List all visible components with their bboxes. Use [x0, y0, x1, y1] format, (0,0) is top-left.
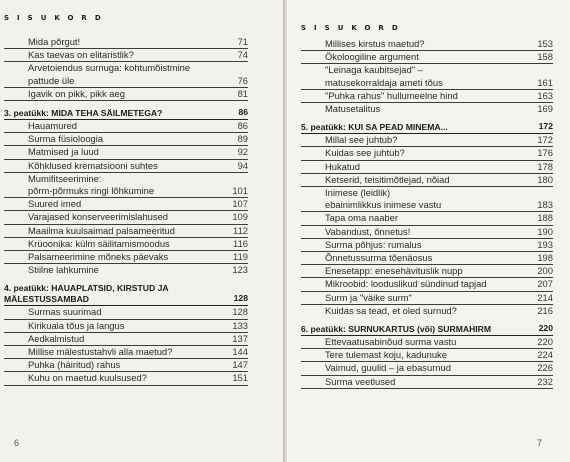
- entry-title: ebainimlikkus inimese vastu: [325, 199, 442, 211]
- entry-title: Suured imed: [28, 198, 82, 210]
- entry-title: Igavik on pikk, pikk aeg: [28, 87, 125, 99]
- entry-title: Surma füsioloogia: [28, 133, 104, 145]
- toc-entry: [4, 198, 248, 211]
- right-page-header: SISUKORD: [301, 24, 406, 32]
- page-ref: 86: [238, 107, 248, 118]
- page-ref: 144: [232, 346, 248, 358]
- page-ref: 107: [232, 198, 248, 210]
- toc-entry: [4, 173, 248, 198]
- toc-entry: [301, 305, 553, 317]
- entry-title: Enesetapp: enesehävituslik nupp: [325, 265, 463, 277]
- entry-title: Mida põrgut!: [28, 36, 81, 47]
- toc-entry: [301, 376, 553, 389]
- page-ref: 109: [232, 211, 248, 223]
- entry-title: Palsameerimine mõneks päevaks: [28, 251, 169, 263]
- page-ref: 133: [232, 319, 248, 331]
- toc-entry: [4, 160, 248, 173]
- page-ref: 207: [537, 278, 553, 290]
- entry-title: Tapa oma naaber: [325, 212, 398, 224]
- entry-title: Matmised ja luud: [28, 146, 99, 158]
- page-ref: 172: [538, 121, 553, 132]
- page-ref: 92: [237, 146, 248, 158]
- page-ref: 169: [537, 103, 553, 115]
- entry-title: Surm ja "väike surm": [325, 291, 412, 303]
- entry-title: Kuidas sa tead, et oled surnud?: [325, 304, 457, 316]
- chapter-title: 6. peatükk: SURNUKARTUS (või) SURMAHIRM: [301, 324, 492, 335]
- chapter-title: 4. peatükk: HAUAPLATSID, KIRSTUD JA: [4, 283, 169, 294]
- entry-title: Puhka (häiritud) rahus: [28, 359, 121, 371]
- entry-title: Vaimud, guulid – ja ebasurnud: [325, 362, 451, 374]
- page-ref: 232: [537, 375, 553, 387]
- entry-title: Surmas suurimad: [28, 306, 102, 318]
- toc-entry: [4, 306, 248, 319]
- toc-entry: [4, 238, 248, 251]
- left-page: [0, 0, 283, 462]
- toc-chapter-heading: [301, 324, 553, 336]
- page-ref: 71: [237, 36, 248, 47]
- entry-title: Hukatud: [325, 160, 360, 172]
- page-ref: 116: [233, 237, 248, 249]
- entry-title: Varajased konserveerimislahused: [28, 211, 169, 223]
- entry-title: Arvetoiendus surnuga: kohtumõistmine: [28, 62, 191, 74]
- toc-entry: [301, 103, 553, 115]
- toc-entry: [301, 174, 553, 187]
- right-page: [287, 0, 570, 462]
- toc-entry: [301, 265, 553, 278]
- toc-entry: [301, 134, 553, 147]
- toc-entry: [301, 212, 553, 225]
- page-ref: 153: [537, 38, 553, 49]
- page-ref: 128: [232, 306, 248, 318]
- entry-title: Hauamured: [28, 120, 77, 132]
- entry-title: Kuidas see juhtub?: [325, 147, 405, 159]
- toc-chapter-heading: [301, 122, 553, 134]
- toc-entry: [301, 252, 553, 265]
- entry-title: Vabandust, õnnetus!: [325, 225, 411, 237]
- entry-title: Kuhu on maetud kuulsused?: [28, 372, 147, 384]
- entry-title: Ettevaatusabinõud surma vastu: [325, 336, 457, 348]
- page-ref: 123: [232, 264, 248, 276]
- page-ref: 76: [237, 74, 248, 86]
- toc-entry: [301, 38, 553, 51]
- toc-entry: [4, 133, 248, 146]
- left-page-number: 6: [14, 438, 20, 448]
- page-ref: 172: [537, 134, 553, 146]
- page-ref: 128: [233, 293, 248, 304]
- page-ref: 224: [537, 349, 553, 361]
- entry-title: põrm-põrmuks ringi lõhkumine: [28, 185, 155, 197]
- left-page-header: SISUKORD: [4, 14, 109, 22]
- page-ref: 158: [537, 51, 553, 63]
- toc-entry: [301, 292, 553, 305]
- toc-entry: [301, 51, 553, 64]
- toc-entry: [301, 239, 553, 252]
- entry-title: Õnnetussurma tõenäosus: [325, 252, 433, 264]
- toc-entry: [4, 211, 248, 224]
- page-ref: 81: [237, 87, 248, 99]
- toc-entry: [301, 278, 553, 291]
- entry-title: Millises kirstus maetud?: [325, 38, 425, 49]
- toc-entry: [301, 336, 553, 349]
- page-ref: 147: [232, 359, 248, 371]
- entry-title: Matusetalitus: [325, 103, 381, 115]
- page-ref: 198: [537, 252, 553, 264]
- entry-title: Krüoonika: külm säilitamismoodus: [28, 237, 170, 249]
- page-ref: 119: [233, 251, 248, 263]
- toc-entry: [4, 333, 248, 346]
- entry-title: pattude üle: [28, 74, 75, 86]
- entry-title: Tere tulemast koju, kadunuke: [325, 349, 447, 361]
- entry-title: Millal see juhtub?: [325, 134, 398, 146]
- page-ref: 101: [232, 185, 248, 197]
- page-ref: 183: [537, 199, 553, 211]
- page-ref: 180: [537, 173, 553, 185]
- toc-chapter-heading: [4, 283, 248, 306]
- entry-title: Mumifitseerimine:: [28, 172, 102, 184]
- right-toc-list: [301, 38, 553, 389]
- toc-entry: [301, 64, 553, 89]
- toc-entry: [301, 187, 553, 212]
- entry-title: Maailma kuulsaimad palsameeritud: [28, 224, 175, 236]
- toc-entry: [4, 36, 248, 49]
- page-ref: 112: [233, 224, 248, 236]
- entry-title: Surma põhjus: rumalus: [325, 238, 422, 250]
- page-ref: 226: [537, 362, 553, 374]
- entry-title: Kas taevas on elitaristlik?: [28, 49, 134, 61]
- page-ref: 176: [537, 147, 553, 159]
- toc-entry: [301, 90, 553, 103]
- page-ref: 190: [537, 225, 553, 237]
- toc-entry: [4, 120, 248, 133]
- toc-entry: [301, 161, 553, 174]
- right-page-number: 7: [536, 438, 542, 448]
- page-ref: 151: [232, 372, 248, 384]
- toc-chapter-heading: [4, 108, 248, 120]
- toc-entry: [4, 146, 248, 159]
- toc-entry: [301, 362, 553, 375]
- left-toc-list: [4, 36, 248, 386]
- toc-entry: [4, 251, 248, 264]
- entry-title: Millise mälestustahvli alla maetud?: [28, 346, 173, 358]
- entry-title: Inimese (leidlik): [325, 187, 391, 199]
- entry-title: "Puhka rahus" hullumeelne hind: [325, 89, 458, 101]
- entry-title: Ökoloogiline argument: [325, 51, 419, 63]
- toc-entry: [4, 359, 248, 372]
- page-ref: 161: [537, 76, 553, 88]
- toc-entry: [4, 88, 248, 101]
- toc-entry: [4, 320, 248, 333]
- toc-entry: [4, 49, 248, 62]
- page-ref: 214: [537, 291, 553, 303]
- chapter-title: 5. peatükk: KUI SA PEAD MINEMA...: [301, 122, 448, 133]
- page-ref: 74: [237, 49, 248, 61]
- page-ref: 220: [538, 323, 553, 334]
- entry-title: Kirikuaia tõus ja langus: [28, 319, 125, 331]
- chapter-title: MÄLESTUSSAMBAD: [4, 294, 89, 305]
- entry-title: Ketserid, teisitimõtlejad, nõiad: [325, 173, 450, 185]
- toc-entry: [301, 226, 553, 239]
- entry-title: Aedkalmistud: [28, 332, 85, 344]
- entry-title: Stiilne lahkumine: [28, 264, 99, 276]
- chapter-title: 3. peatükk: MIDA TEHA SÄILMETEGA?: [4, 108, 163, 119]
- toc-entry: [301, 147, 553, 160]
- entry-title: matusekorraldaja ameti tõus: [325, 76, 443, 88]
- toc-entry: [4, 264, 248, 276]
- page-ref: 86: [237, 120, 248, 132]
- toc-entry: [4, 225, 248, 238]
- toc-entry: [4, 372, 248, 385]
- page-ref: 216: [537, 304, 553, 316]
- page-ref: 193: [537, 238, 553, 250]
- page-ref: 200: [537, 265, 553, 277]
- entry-title: Kõhklused krematsiooni suhtes: [28, 159, 158, 171]
- page-ref: 94: [237, 159, 248, 171]
- toc-entry: [301, 349, 553, 362]
- entry-title: Mikroobid: looduslikud sündinud tapjad: [325, 278, 487, 290]
- entry-title: "Leinaga kaubitsejad" –: [325, 64, 423, 76]
- page-ref: 178: [537, 160, 553, 172]
- entry-title: Surma veetlused: [325, 375, 396, 387]
- toc-entry: [4, 346, 248, 359]
- page-ref: 220: [537, 336, 553, 348]
- page-ref: 89: [237, 133, 248, 145]
- page-ref: 137: [232, 332, 248, 344]
- page-ref: 163: [537, 89, 553, 101]
- page-ref: 188: [537, 212, 553, 224]
- toc-entry: [4, 62, 248, 87]
